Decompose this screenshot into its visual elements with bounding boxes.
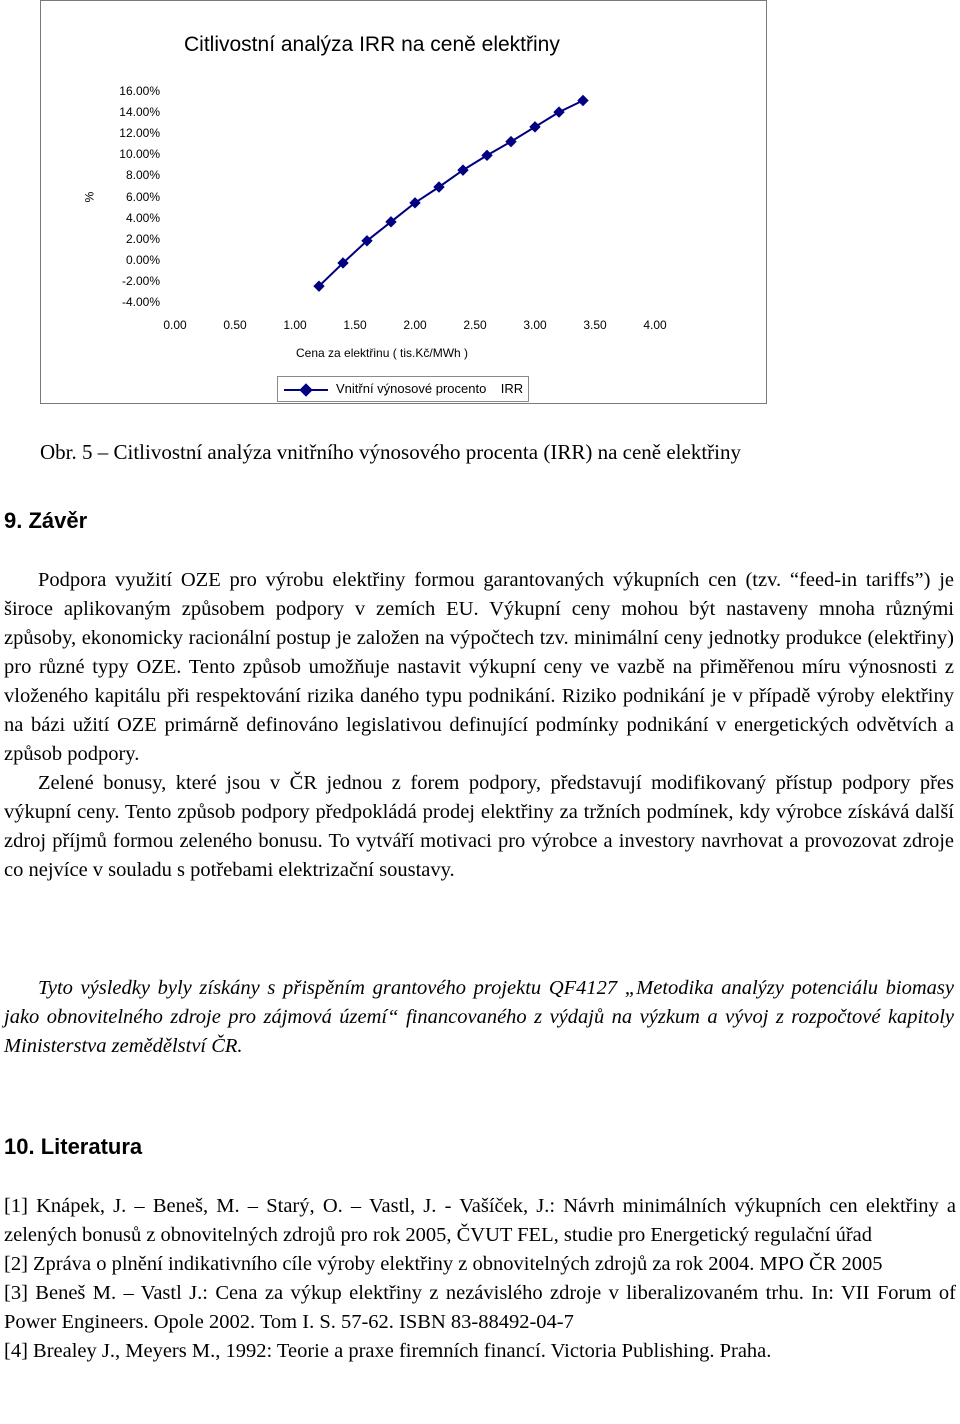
chart-title: Citlivostní analýza IRR na ceně elektřiny <box>184 33 560 56</box>
x-tick-label: 1.50 <box>343 318 367 332</box>
data-point-marker <box>578 95 588 105</box>
y-tick-label: -4.00% <box>121 295 160 309</box>
x-tick-label: 3.50 <box>583 318 607 332</box>
reference-list <box>4 1192 956 1366</box>
y-tick-label: 14.00% <box>119 105 160 120</box>
reference-item: [3] Beneš M. – Vastl J.: Cena za výkup elektřiny z nezávislého zdroje v liberalizovaném trhu. In: VII Forum of Power Engineers. Opole 2002. Tom I. S. 57-62. ISBN 83-88492-04-7 <box>4 1282 956 1333</box>
acknowledgement <box>4 974 954 1061</box>
acknowledgement-text: Tyto výsledky byly získány s přispěním grantového projektu QF4127 „Metodika analýzy potenciálu biomasy jako obnovitelného zdroje pro zájmová území“ financovaného z výdajů na výzkum a vývoj z rozpočtové kapitoly Ministerstva zemědělství ČR. <box>4 977 954 1057</box>
y-tick-label: 0.00% <box>125 252 160 267</box>
section-heading-literature: 10. Literatura <box>4 1134 143 1159</box>
chart-legend <box>277 376 529 402</box>
y-tick-label: 2.00% <box>125 231 160 246</box>
section-heading-conclusion: 9. Závěr <box>4 508 88 533</box>
conclusion-body <box>4 566 954 885</box>
x-axis-label: Cena za elektřinu ( tis.Kč/MWh ) <box>296 346 469 360</box>
y-tick-label: 6.00% <box>125 189 160 204</box>
y-tick-label: 8.00% <box>125 168 160 183</box>
data-point-marker <box>506 137 516 147</box>
data-point-marker <box>530 122 540 132</box>
reference-item: [2] Zpráva o plnění indikativního cíle výroby elektřiny z obnovitelných zdrojů za rok 2004. MPO ČR 2005 <box>4 1253 883 1275</box>
y-tick-label: -2.00% <box>121 273 160 288</box>
x-tick-label: 4.00 <box>643 318 667 332</box>
series-line <box>319 101 583 287</box>
x-tick-label: 1.00 <box>283 318 307 332</box>
legend-line-marker-icon <box>284 383 328 397</box>
x-tick-label: 2.00 <box>403 318 427 332</box>
paragraph: Podpora využití OZE pro výrobu elektřiny formou garantovaných výkupních cen (tzv. “feed-in tariffs”) je široce aplikovaným způsobem podpory v zemích EU. Výkupní ceny mohou být nastaveny mnoha různými způsoby, ekonomicky racionální postup je založen na výpočtech tzv. minimální ceny jednotky produkce (elektřiny) pro různé typy OZE. Tento způsob umožňuje nastavit výkupní ceny ve vazbě na přiměřenou míru výnosnosti z vloženého kapitálu při respektování rizika daného typu podnikání. Riziko podnikání je v případě výroby elektřiny na bázi užití OZE primárně definováno legislativou definující podmínky podnikání v energetických odvětvích a způsob podpory. <box>4 569 954 765</box>
y-tick-label: 12.00% <box>119 126 160 141</box>
x-tick-label: 3.00 <box>523 318 547 332</box>
y-tick-label: 4.00% <box>125 210 160 225</box>
reference-item: [1] Knápek, J. – Beneš, M. – Starý, O. – Vastl, J. - Vašíček, J.: Návrh minimálních výkupních cen elektřiny a zelených bonusů z obnovitelných zdrojů pro rok 2005, ČVUT FEL, studie pro Energetický regulační úřad <box>4 1195 956 1246</box>
legend-series-label: Vnitřní výnosové procento IRR <box>336 381 524 396</box>
x-tick-label: 0.00 <box>163 318 187 332</box>
y-tick-label: 10.00% <box>119 147 160 162</box>
y-axis-label: % <box>82 191 97 203</box>
data-point-marker <box>554 107 564 117</box>
x-tick-label: 0.50 <box>223 318 247 332</box>
figure-caption: Obr. 5 – Citlivostní analýza vnitřního výnosového procenta (IRR) na ceně elektřiny <box>40 440 741 464</box>
reference-item: [4] Brealey J., Meyers M., 1992: Teorie a praxe firemních financí. Victoria Publishing. Praha. <box>4 1340 772 1362</box>
data-point-marker <box>482 150 492 160</box>
chart-plot <box>0 0 960 420</box>
x-tick-label: 2.50 <box>463 318 487 332</box>
y-tick-label: 16.00% <box>119 84 160 98</box>
paragraph: Zelené bonusy, které jsou v ČR jednou z forem podpory, představují modifikovaný přístup podpory přes výkupní ceny. Tento způsob podpory předpokládá prodej elektřiny za tržních podmínek, kdy výrobce získává další zdroj příjmů formou zeleného bonusu. To vytváří motivaci pro výrobce a investory navrhovat a provozovat zdroje co nejvíce v souladu s potřebami elektrizační soustavy. <box>4 772 954 881</box>
